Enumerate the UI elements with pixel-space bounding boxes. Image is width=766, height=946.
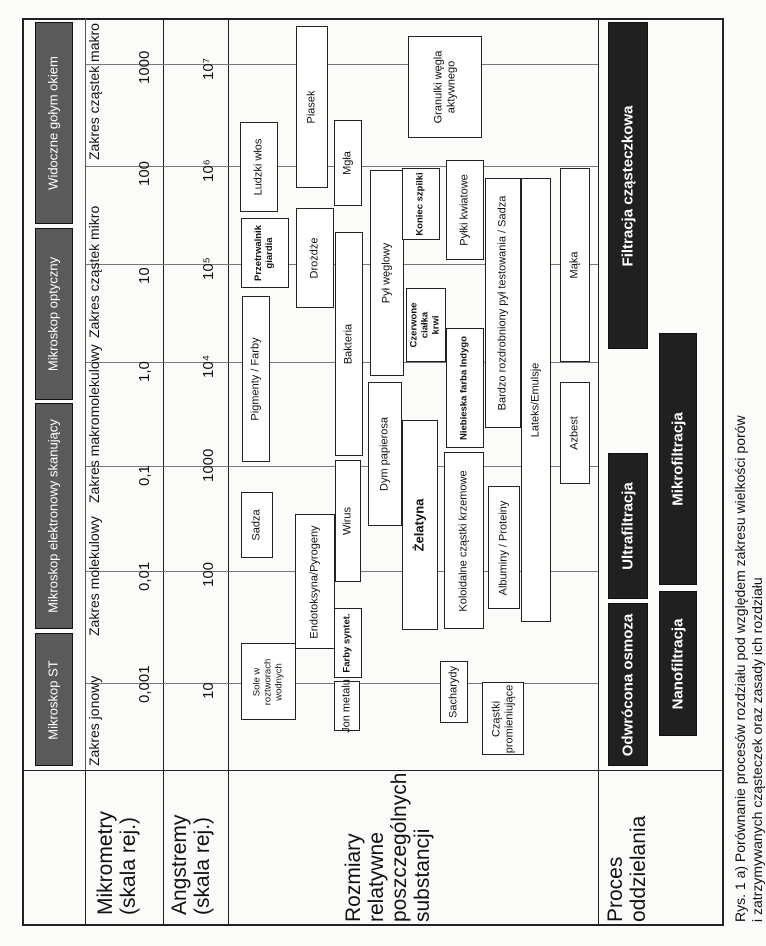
substance-box (560, 168, 590, 362)
range-macro-particles (86, 23, 102, 160)
angstrom-tick-label: 1000 (200, 448, 217, 482)
micrometer-tick-label: 0,1 (136, 465, 153, 486)
substance-label: Piasek (305, 90, 318, 124)
substance-label: Przetrwalnik giardia (253, 225, 275, 281)
row-label-process-text: Proces oddzielania (604, 815, 651, 922)
range-ionic-text: Zakres jonowy (86, 675, 102, 766)
row-divider (598, 18, 599, 926)
substance-label: Farby syntet. (341, 613, 353, 673)
process-label: Ultrafiltracja (619, 482, 637, 570)
range-ionic (86, 676, 102, 766)
substance-box (370, 170, 404, 376)
substance-box (241, 492, 273, 558)
substance-label: Ludzki włos (252, 138, 265, 196)
microscope-st-label: Mikroskop ST (45, 659, 61, 740)
caption-line-2 (749, 577, 765, 922)
substance-box (402, 168, 440, 240)
range-macromolecular-text: Zakres makromolekulowy (86, 344, 102, 503)
substance-label: Azbest (568, 416, 581, 450)
substance-box (295, 514, 335, 649)
substance-label: Bakteria (342, 323, 355, 365)
substance-label: Wirus (341, 506, 354, 536)
process-label: Odwrócona osmoza (619, 613, 637, 756)
substance-box (444, 452, 484, 629)
range-micro-particles (86, 206, 102, 338)
substance-box (485, 178, 521, 428)
substance-box (335, 232, 363, 456)
substance-box (521, 178, 551, 622)
angstrom-tick-label: 10⁷ (200, 57, 217, 80)
substance-label: Pigmenty / Farby (249, 337, 262, 421)
substance-label: Niebieska farba Indygo (458, 335, 470, 441)
microscope-st-bar (35, 633, 73, 766)
naked-eye-label: Widoczne gołym okiem (45, 56, 61, 190)
angstrom-tick-label: 10⁴ (200, 354, 217, 378)
process-ultrafiltration (608, 453, 648, 599)
range-molecular-text: Zakres molekulowy (86, 516, 102, 636)
substance-label: Koloidalne cząstki krzemowe (457, 469, 470, 612)
substance-box (241, 218, 289, 288)
row-label-relative-sizes-text: Rozmiary relatywne poszczególnych substancji (342, 772, 435, 922)
micrometer-tick-label: 10 (136, 267, 153, 284)
row-label-micrometry-text: Mikrometry (skala rej.) (94, 811, 141, 915)
caption-line-2-text: i zatrzymywanych cząsteczek oraz zasady ich rozdziału (749, 577, 765, 922)
substance-box (560, 382, 590, 484)
decade-grid-line (86, 64, 598, 65)
substance-box (296, 26, 328, 188)
microscope-sem-bar (35, 403, 73, 629)
range-macro-particles-text: Zakres cząstek makro (86, 23, 102, 160)
angstrom-tick-label: 100 (200, 561, 217, 587)
substance-label: Dym papierosa (378, 417, 391, 491)
substance-label: Lateks/Emulsje (529, 362, 542, 438)
caption-line-1-text: Rys. 1 a) Porównanie procesów rozdziału pod względem zakresu wielkości porów (732, 415, 748, 922)
row-label-process (604, 816, 650, 922)
micrometer-tick-label: 1000 (136, 50, 153, 84)
row-label-angstroms (168, 815, 214, 915)
substance-label: Drożdże (308, 237, 321, 279)
range-micro-particles-text: Zakres cząstek mikro (86, 205, 102, 338)
range-macromolecular (86, 344, 102, 503)
process-label: Filtracja cząsteczkowa (619, 105, 637, 266)
substance-label: Sole w roztworach wodnych (251, 658, 284, 705)
substance-label: Pył węglowy (380, 242, 393, 304)
range-molecular (86, 516, 102, 636)
substance-label: Cząstki promieniujące (490, 684, 515, 753)
process-microfiltration (659, 333, 697, 585)
substance-box (335, 460, 361, 582)
process-reverse-osmosis (608, 603, 648, 766)
substance-box (240, 122, 278, 212)
substance-label: Sadza (250, 509, 263, 541)
substance-label: Endotoksyna/Pyrogeny (308, 524, 321, 639)
micrometer-tick-label: 0,01 (136, 561, 153, 591)
row-divider (163, 18, 164, 926)
row-label-relative-sizes (342, 773, 434, 922)
substance-label: Granulki węgla aktywnego (432, 50, 457, 124)
substance-box (241, 643, 296, 720)
row-divider (228, 18, 229, 926)
substance-label: Jon metalu (340, 679, 353, 733)
substance-box (242, 296, 270, 462)
substance-box (482, 682, 524, 755)
substance-label: Czerwone ciałka krwi (408, 302, 442, 348)
substance-box (446, 160, 484, 260)
process-label: Nanofiltracja (669, 618, 687, 709)
angstrom-tick-label: 10⁶ (200, 159, 217, 182)
micrometer-tick-label: 100 (136, 160, 153, 186)
process-label: Mikrofiltracja (669, 412, 687, 506)
angstrom-tick-label: 10⁵ (200, 257, 217, 280)
microscope-optical-label: Mikroskop optyczny (45, 256, 61, 372)
substance-box (402, 420, 438, 630)
substance-label: Żelatyna (411, 498, 427, 552)
row-label-angstroms-text: Angstremy (skala rej.) (168, 814, 215, 915)
angstrom-tick-label: 10 (200, 682, 217, 699)
substance-label: Pyłki kwiatowe (458, 174, 471, 246)
substance-label: Mgła (341, 151, 354, 175)
substance-box (408, 36, 482, 138)
substance-box (334, 681, 360, 731)
substance-box (440, 661, 468, 723)
substance-box (368, 382, 402, 526)
substance-label: Albuminy / Proteiny (497, 500, 510, 595)
microscope-sem-label: Mikroskop elektronowy skanujący (45, 419, 61, 613)
micrometer-tick-label: 0,001 (136, 665, 153, 703)
substance-box (406, 288, 446, 362)
substance-label: Bardzo rozdrobniony pył testowania / Sadza (496, 195, 509, 411)
substance-box (446, 328, 484, 448)
substance-label: Koniec szpilki (414, 172, 426, 236)
substance-box (296, 208, 334, 308)
substance-label: Mąka (568, 251, 581, 279)
header-divider (22, 770, 724, 771)
substance-box (334, 608, 362, 678)
substance-box (334, 120, 362, 206)
substance-box (488, 486, 520, 609)
process-nanofiltration (659, 591, 697, 736)
process-particle-filtration (608, 22, 648, 349)
substance-label: Sacharydy (447, 666, 460, 718)
row-label-micrometry (94, 811, 140, 915)
caption-line-1 (732, 415, 748, 922)
naked-eye-bar (35, 22, 73, 224)
microscope-optical-bar (35, 228, 73, 400)
micrometer-tick-label: 1,0 (136, 361, 153, 382)
